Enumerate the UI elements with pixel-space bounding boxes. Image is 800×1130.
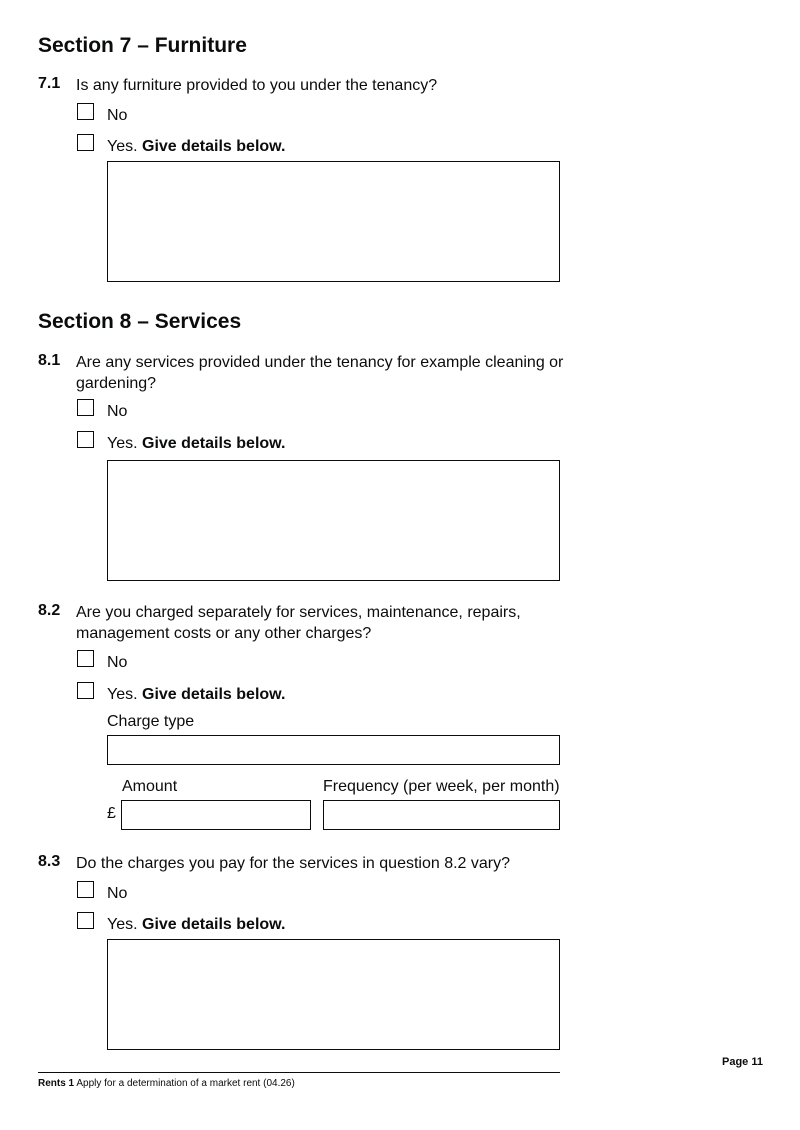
page-number: Page 11: [722, 1056, 763, 1068]
question-7-1-text: Is any furniture provided to you under the tenancy?: [76, 77, 438, 94]
section-7-heading: Section 7 – Furniture: [38, 34, 247, 57]
charge-type-label: Charge type: [107, 713, 195, 730]
q7-1-details-textarea[interactable]: [107, 161, 560, 282]
q8-3-yes-instruction: Give details below.: [142, 916, 286, 933]
question-8-1-text: Are any services provided under the tenancy for example cleaning or gardening?: [76, 354, 564, 392]
q8-3-yes-text: Yes.: [107, 916, 138, 933]
q8-3-no-checkbox[interactable]: [77, 881, 94, 898]
q8-3-no-label: No: [107, 885, 128, 902]
q8-3-details-textarea[interactable]: [107, 939, 560, 1050]
question-8-2-text: Are you charged separately for services, maintenance, repairs, management costs or any other charges?: [76, 604, 521, 642]
question-8-2-number: 8.2: [38, 602, 61, 619]
amount-input[interactable]: [121, 800, 311, 830]
q8-3-yes-checkbox[interactable]: [77, 912, 94, 929]
q8-2-yes-instruction: Give details below.: [142, 686, 286, 703]
question-7-1-number: 7.1: [38, 75, 61, 92]
footer-divider: [38, 1072, 560, 1073]
q8-3-yes-label: [107, 916, 285, 934]
q7-1-yes-label: [107, 138, 285, 156]
q8-2-no-label: No: [107, 654, 128, 671]
q8-2-no-checkbox[interactable]: [77, 650, 94, 667]
q7-1-no-checkbox[interactable]: [77, 103, 94, 120]
q7-1-yes-checkbox[interactable]: [77, 134, 94, 151]
section-8-heading: Section 8 – Services: [38, 310, 242, 333]
q8-1-no-checkbox[interactable]: [77, 399, 94, 416]
question-8-3-text: Do the charges you pay for the services in question 8.2 vary?: [76, 855, 511, 872]
footer-text: [38, 1078, 295, 1089]
frequency-input[interactable]: [323, 800, 560, 830]
q8-1-yes-checkbox[interactable]: [77, 431, 94, 448]
q7-1-yes-text: Yes.: [107, 138, 138, 155]
charge-type-input[interactable]: [107, 735, 560, 765]
question-8-1-number: 8.1: [38, 352, 61, 369]
q8-2-yes-label: [107, 686, 285, 704]
question-8-3-number: 8.3: [38, 853, 61, 870]
q8-1-yes-instruction: Give details below.: [142, 435, 286, 452]
footer-form-code: Rents 1: [38, 1078, 75, 1089]
q7-1-no-label: No: [107, 107, 128, 124]
q8-1-details-textarea[interactable]: [107, 460, 560, 581]
currency-symbol: £: [107, 805, 116, 822]
q8-1-no-label: No: [107, 403, 128, 420]
q8-2-yes-text: Yes.: [107, 686, 138, 703]
q8-1-yes-label: [107, 435, 285, 453]
q8-2-yes-checkbox[interactable]: [77, 682, 94, 699]
frequency-label: Frequency (per week, per month): [323, 778, 560, 795]
q7-1-yes-instruction: Give details below.: [142, 138, 286, 155]
amount-label: Amount: [122, 778, 178, 795]
q8-1-yes-text: Yes.: [107, 435, 138, 452]
footer-form-title: Apply for a determination of a market rent (04.26): [76, 1078, 295, 1089]
